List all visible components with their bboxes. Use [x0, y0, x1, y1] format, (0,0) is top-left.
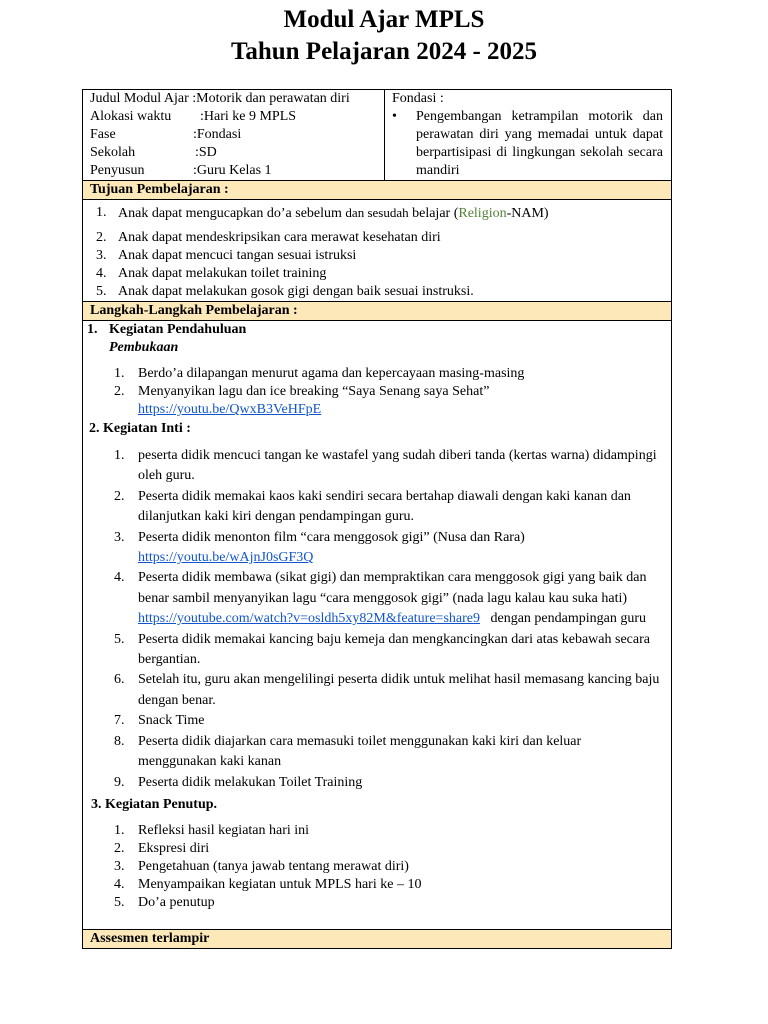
item-text: Do’a penutup — [138, 894, 215, 910]
penutup-item — [114, 894, 663, 912]
list-number: 6. — [114, 672, 125, 688]
list-number: 4. — [114, 570, 125, 586]
identity-sep: : — [195, 145, 199, 160]
tujuan-text: Anak dapat mencuci tangan sesuai istruksi — [118, 248, 357, 263]
inti-item — [114, 773, 663, 793]
identity-value: Guru Kelas 1 — [196, 163, 272, 178]
pendahuluan-heading — [87, 321, 663, 339]
item-text: Pengetahuan (tanya jawab tentang merawat diri) — [138, 858, 409, 874]
tujuan-text: dan sesudah — [345, 205, 409, 220]
religion-label: Religion — [458, 206, 507, 221]
identity-value: SD — [198, 145, 217, 160]
identity-label: Alokasi waktu — [90, 109, 172, 124]
identity-value: Fondasi — [196, 127, 242, 142]
identity-row-alokasi — [90, 108, 384, 126]
item-text: Peserta didik diajarkan cara memasuki toilet menggunakan kaki kiri dan keluar menggunakan kaki kanan — [138, 733, 582, 770]
list-number: 1. — [114, 448, 125, 463]
item-text: peserta didik mencuci tangan ke wastafel yang sudah diberi tanda (kertas warna) didampingi oleh guru. — [138, 448, 657, 484]
list-number: 1. — [114, 366, 125, 381]
pembukaan-subtitle: Pembukaan — [109, 340, 179, 355]
fondasi-label: Fondasi : — [392, 91, 444, 106]
penutup-item — [114, 858, 663, 876]
item-text: Berdo’a dilapangan menurut agama dan kepercayaan masing-masing — [138, 366, 525, 381]
item-text: Peserta didik melakukan Toilet Training — [138, 774, 363, 790]
tujuan-cell — [83, 200, 672, 302]
tujuan-text: -NAM) — [506, 206, 549, 221]
identity-sep: : — [200, 109, 204, 124]
fondasi-text: Pengembangan ketrampilan motorik dan perawatan diri yang memadai untuk dapat berpartisipasi di lingkungan sekolah secara mandiri — [416, 109, 663, 178]
tujuan-text: Anak dapat mengucapkan do’a sebelum — [118, 206, 342, 221]
inti-item — [114, 568, 663, 629]
bullet-icon: • — [392, 109, 397, 124]
section-title: Kegiatan Pendahuluan — [109, 322, 247, 337]
identity-label: Judul Modul Ajar — [90, 91, 189, 106]
item-text: Peserta didik membawa (sikat gigi) dan mempraktikan cara menggosok gigi yang baik dan benar sambil menyanyikan lagu “cara menggosok gigi” (nada lagu kalau kau suka hati) — [138, 570, 647, 606]
list-number: 2. — [114, 488, 125, 504]
tujuan-heading: Tujuan Pembelajaran : — [83, 181, 672, 200]
identity-value: Hari ke 9 MPLS — [203, 109, 297, 124]
inti-item — [114, 670, 663, 711]
pendahuluan-item — [114, 383, 663, 419]
identity-row-fase — [90, 126, 384, 144]
list-number: 8. — [114, 733, 125, 749]
list-number: 2. — [114, 840, 125, 856]
tujuan-text: Anak dapat melakukan toilet training — [118, 266, 327, 281]
inti-item — [114, 528, 663, 569]
item-text: Peserta didik memakai kaos kaki sendiri secara bertahap diawali dengan kaki kanan dan dilanjutkan kaki kiri dengan pendampingan guru. — [138, 488, 631, 525]
assesmen-row: Assesmen terlampir — [83, 930, 672, 949]
tujuan-item — [96, 265, 663, 283]
inti-item — [114, 732, 663, 773]
penutup-heading: 3. Kegiatan Penutup. — [91, 796, 218, 812]
pendahuluan-item — [114, 365, 663, 383]
list-number: 1. — [96, 205, 107, 220]
penutup-item — [114, 840, 663, 858]
inti-heading: 2. Kegiatan Inti : — [89, 421, 191, 436]
youtube-link[interactable]: https://youtu.be/QwxB3VeHFpE — [138, 402, 322, 417]
item-text: Refleksi hasil kegiatan hari ini — [138, 822, 310, 838]
list-number: 7. — [114, 713, 125, 729]
tujuan-item — [96, 202, 663, 225]
tujuan-text: belajar ( — [412, 206, 459, 221]
list-number: 9. — [114, 774, 125, 790]
item-text: Menyanyikan lagu dan ice breaking “Saya Senang saya Sehat” — [138, 384, 490, 399]
inti-item — [114, 711, 663, 731]
tujuan-item — [96, 283, 663, 301]
tujuan-item — [96, 247, 663, 265]
inti-item — [114, 630, 663, 671]
item-text: dengan pendampingan guru — [490, 611, 647, 627]
tujuan-text: Anak dapat mendeskripsikan cara merawat kesehatan diri — [118, 230, 441, 245]
document-subtitle: Tahun Pelajaran 2024 - 2025 — [230, 38, 538, 65]
item-text: Ekspresi diri — [138, 840, 210, 856]
list-number: 5. — [114, 631, 125, 647]
identity-label: Penyusun — [90, 163, 145, 178]
list-number: 3. — [114, 858, 125, 874]
inti-item — [114, 487, 663, 528]
item-text: Menyampaikan kegiatan untuk MPLS hari ke – 10 — [138, 876, 422, 892]
identity-row-penyusun — [90, 162, 384, 180]
tujuan-text: Anak dapat melakukan gosok gigi dengan baik sesuai instruksi. — [118, 284, 474, 299]
document-title: Modul Ajar MPLS — [283, 6, 485, 33]
identity-sep: : — [192, 91, 197, 106]
penutup-item — [114, 822, 663, 840]
fondasi-bullet-item — [392, 108, 663, 180]
identity-value: Motorik dan perawatan diri — [196, 91, 350, 106]
item-text: Peserta didik menonton film “cara menggosok gigi” (Nusa dan Rara) — [138, 529, 525, 545]
list-number: 4. — [114, 876, 125, 892]
list-number: 2. — [114, 384, 125, 399]
list-number: 1. — [114, 822, 125, 838]
youtube-link[interactable]: https://youtu.be/wAjnJ0sGF3Q — [138, 550, 314, 566]
item-text: Peserta didik memakai kancing baju kemeja dan mengkancingkan dari atas kebawah secara bergantian. — [138, 631, 650, 668]
list-number: 5. — [96, 284, 107, 299]
list-number: 4. — [96, 266, 107, 281]
langkah-cell — [83, 321, 672, 930]
fondasi-cell — [385, 90, 672, 181]
list-number: 3. — [96, 248, 107, 263]
langkah-heading: Langkah-Langkah Pembelajaran : — [83, 302, 672, 321]
list-number: 2. — [96, 230, 107, 245]
tujuan-item — [96, 229, 663, 247]
list-number: 3. — [114, 529, 125, 545]
youtube-link[interactable]: https://youtube.com/watch?v=osldh5xy82M&feature=share9 — [138, 611, 480, 627]
penutup-item — [114, 876, 663, 894]
section-number: 1. — [87, 322, 98, 337]
item-text: Snack Time — [138, 713, 205, 729]
identity-row-sekolah — [90, 144, 384, 162]
identity-row-judul — [90, 90, 384, 108]
identity-cell — [83, 90, 385, 181]
module-table — [82, 89, 672, 949]
inti-item — [114, 446, 663, 487]
list-number: 5. — [114, 894, 125, 910]
identity-sep: : — [193, 163, 197, 178]
identity-sep: : — [193, 127, 197, 142]
identity-label: Fase — [90, 127, 116, 142]
item-text: Setelah itu, guru akan mengelilingi peserta didik untuk melihat hasil memasang kancing baju dengan benar. — [138, 672, 660, 708]
identity-label: Sekolah — [90, 145, 136, 160]
